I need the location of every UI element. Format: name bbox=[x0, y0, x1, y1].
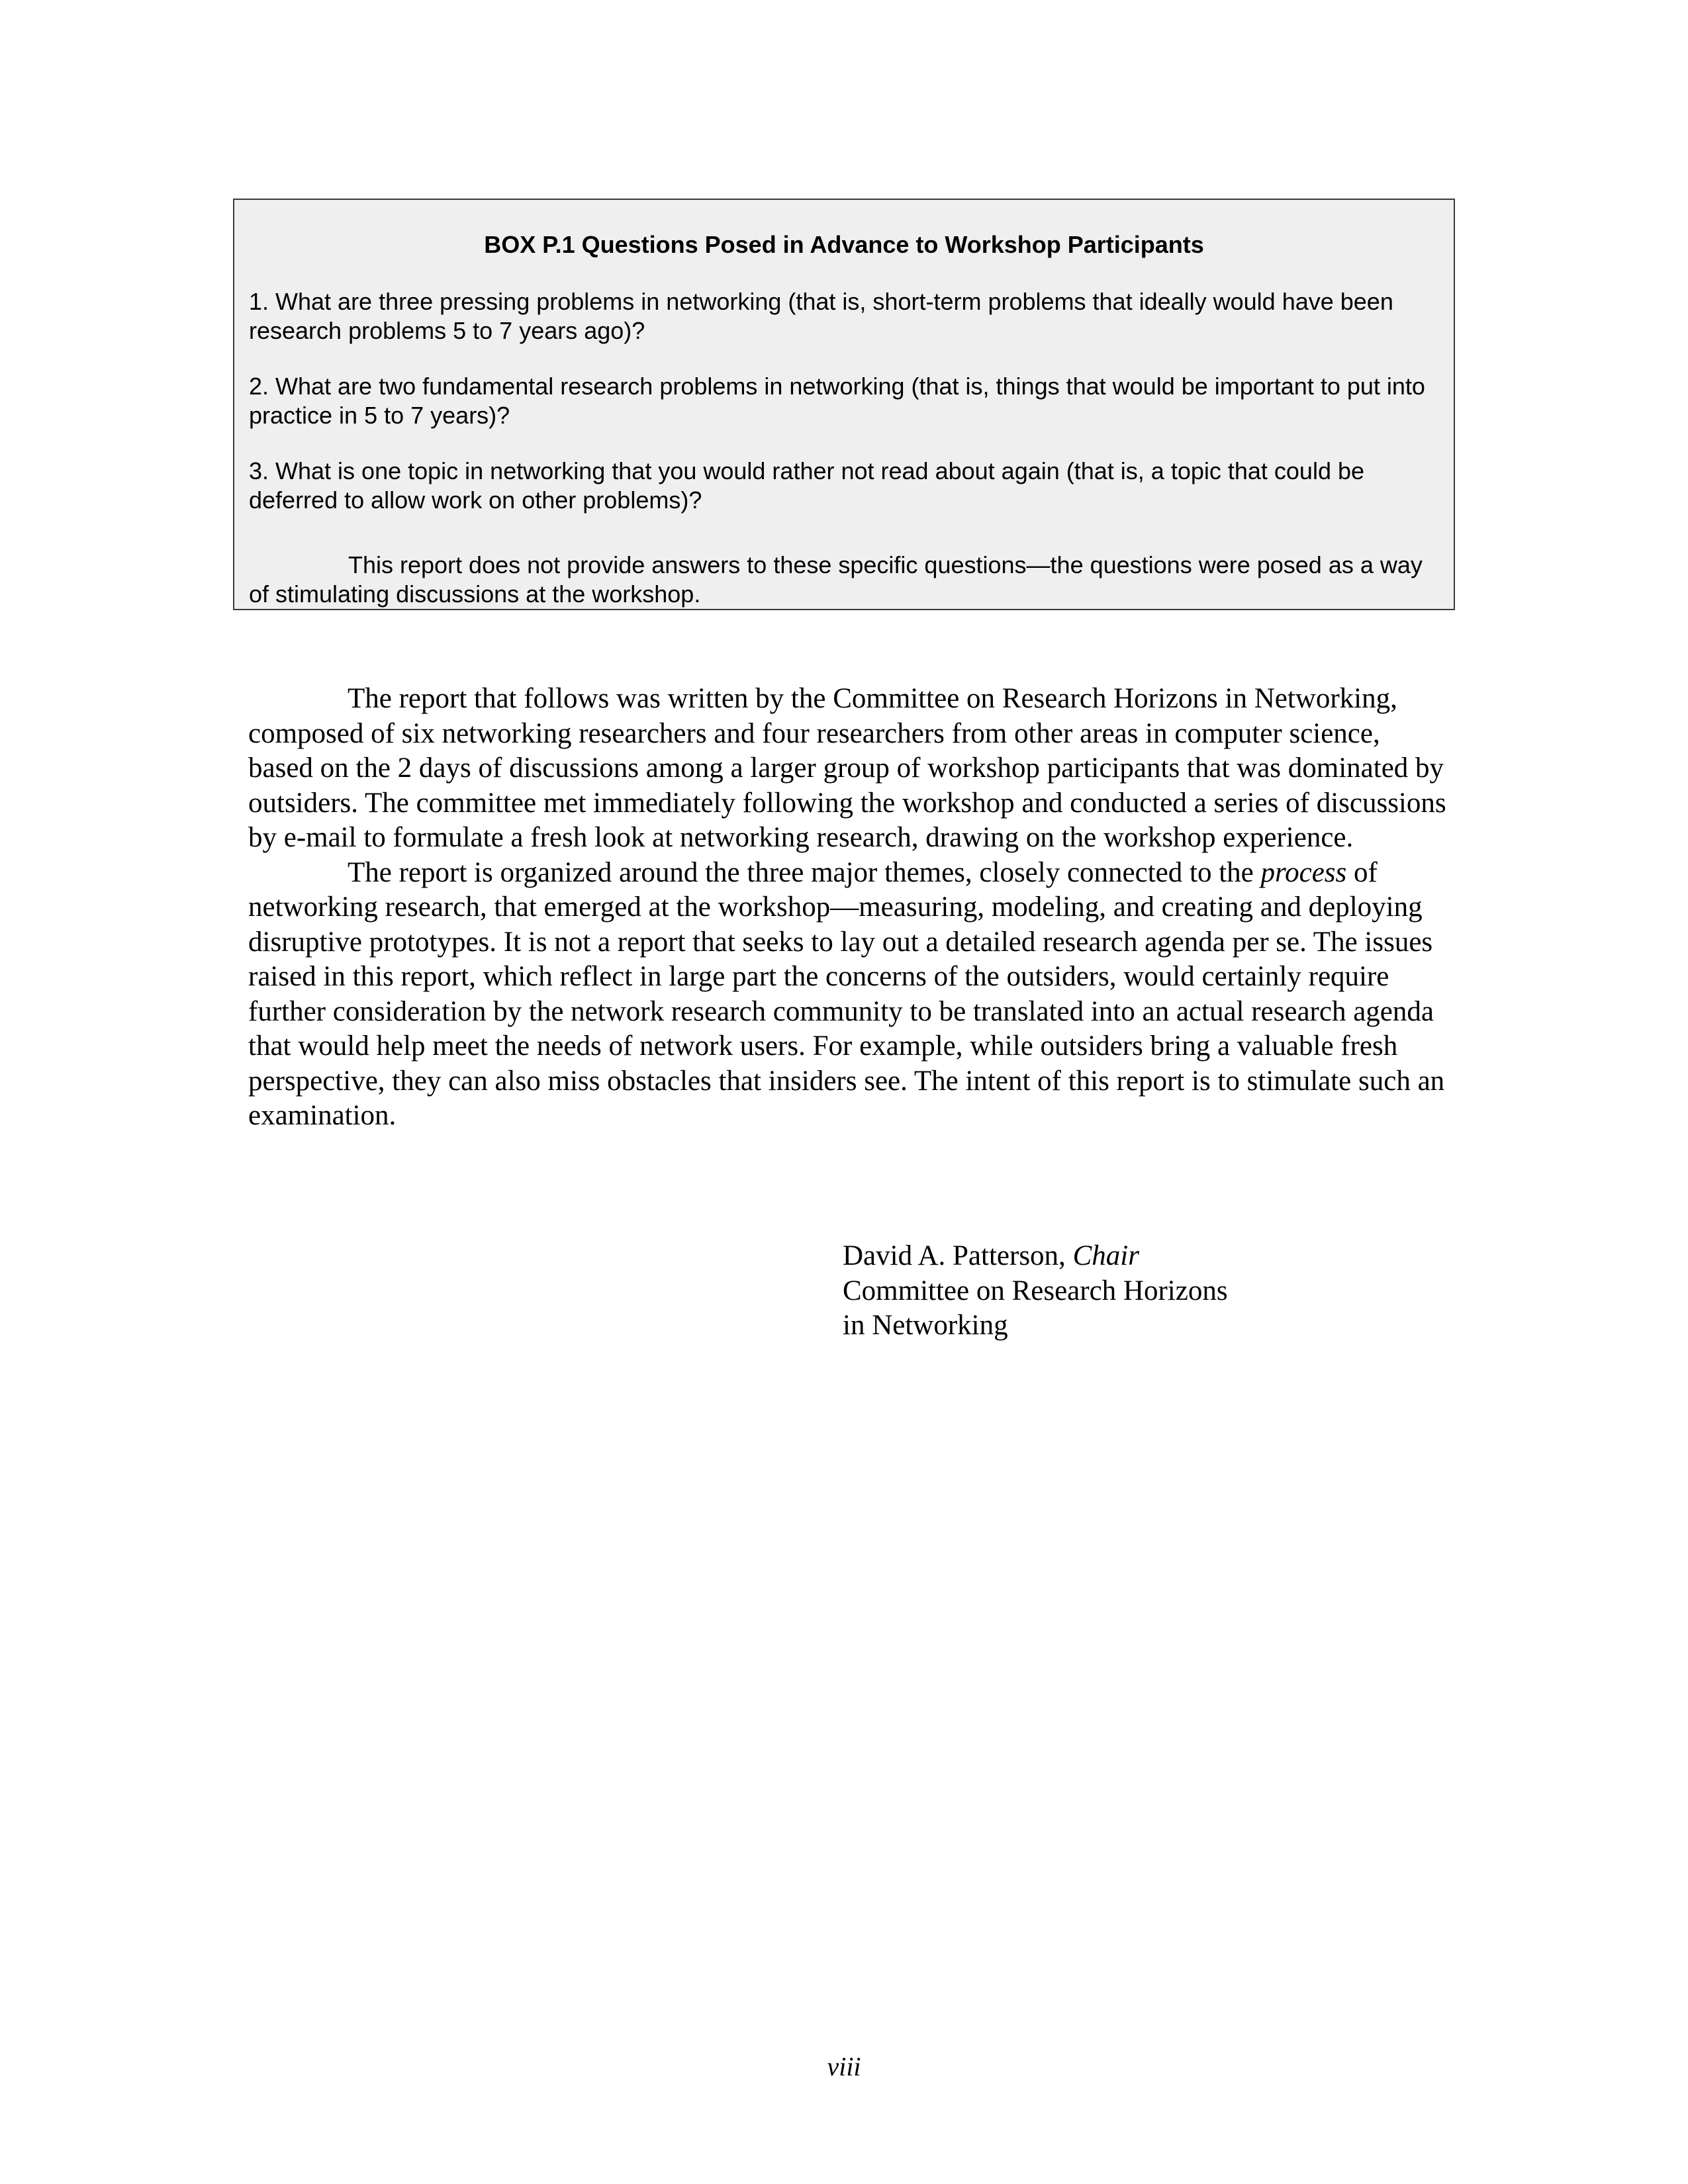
paragraph-2-end: of networking research, that emerged at the workshop—measuring, modeling, and creating and deploying disruptive prototypes. It is not a report that seeks to lay out a detailed research agenda per se. The issues raised in this report, which reflect in large part the concerns of the outsiders, would certainly require further consideration by the network research community to be translated into an actual research agenda that would help meet the needs of network users. For example, while outsiders bring a valuable fresh perspective, they can also miss obstacles that insiders see. The intent of this report is to stimulate such an examination. bbox=[248, 856, 1445, 1131]
paragraph-2-start: The report is organized around the three major themes, closely connected to the bbox=[348, 856, 1261, 888]
signature-committee-line-1: Committee on Research Horizons bbox=[843, 1275, 1228, 1306]
signature-line-1 bbox=[843, 1239, 1228, 1274]
signatory-name: David A. Patterson, bbox=[843, 1240, 1073, 1271]
box-question-3: 3. What is one topic in networking that you would rather not read about again (that is, a topic that could be deferred to allow work on other problems)? bbox=[249, 457, 1365, 514]
paragraph-2 bbox=[248, 856, 1446, 1134]
box-question-2: 2. What are two fundamental research problems in networking (that is, things that would be important to put into practice in 5 to 7 years)? bbox=[249, 373, 1425, 429]
box-note: This report does not provide answers to these specific questions—the questions were posed as a way of stimulating discussions at the workshop. bbox=[249, 551, 1423, 608]
box-title: BOX P.1 Questions Posed in Advance to Workshop Participants bbox=[484, 231, 1204, 258]
signatory-role: Chair bbox=[1072, 1240, 1139, 1271]
box-question-1: 1. What are three pressing problems in networking (that is, short-term problems that ideally would have been research problems 5 to 7 years ago)? bbox=[249, 288, 1393, 344]
signature-committee-line-2: in Networking bbox=[843, 1310, 1008, 1341]
body-text bbox=[248, 682, 1446, 1134]
box-p1 bbox=[233, 199, 1455, 610]
signature-block bbox=[843, 1239, 1228, 1343]
paragraph-1: The report that follows was written by the Committee on Research Horizons in Networking, composed of six networking researchers and four researchers from other areas in computer science, based on the 2 days of discussions among a larger group of workshop participants that was dominated by outsiders. The committee met immediately following the workshop and conducted a series of discussions by e-mail to formulate a fresh look at networking research, drawing on the workshop experience. bbox=[248, 683, 1446, 853]
paragraph-2-emphasis: process bbox=[1260, 856, 1347, 888]
page-number: viii bbox=[827, 2052, 861, 2081]
